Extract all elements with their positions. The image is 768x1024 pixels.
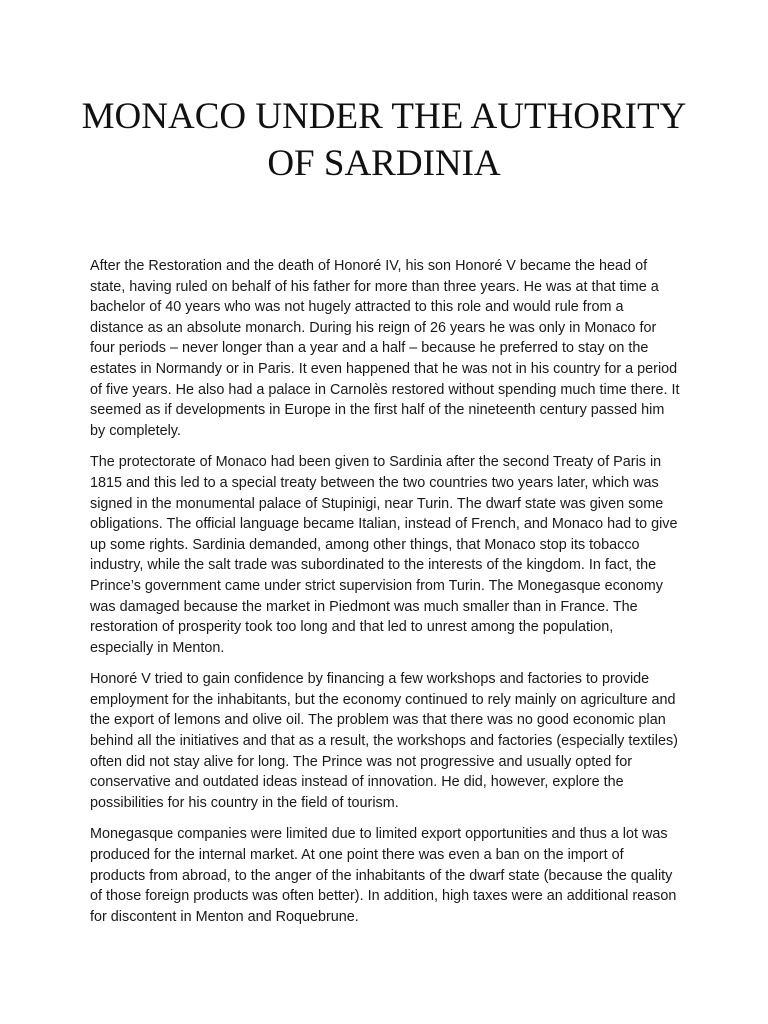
document-title: MONACO UNDER THE AUTHORITY OF SARDINIA <box>81 96 687 184</box>
paragraph-restoration: After the Restoration and the death of Honoré IV, his son Honoré V became the head of state, having ruled on behalf of his father for more than three years. He was at that time a bachelor of 40 years who was not hugely attracted to this role and would rule from a distance as an absolute monarch. During his reign of 26 years he was only in Monaco for four periods – never longer than a year and a half – because he preferred to stay on the estates in Normandy or in Paris. It even happened that he was not in his country for a period of five years. He also had a palace in Carnolès restored without spending much time there. It seemed as if developments in Europe in the first half of the nineteenth century passed him by completely. <box>90 258 680 439</box>
paragraph-economy: Honoré V tried to gain confidence by financing a few workshops and factories to provide employment for the inhabitants, but the economy continued to rely mainly on agriculture and the export of lemons and olive oil. The problem was that there was no good economic plan behind all the initiatives and that as a result, the workshops and factories (especially textiles) often did not stay alive for long. The Prince was not progressive and usually opted for conservative and outdated ideas instead of innovation. He did, however, explore the possibilities for his country in the field of tourism. <box>90 671 678 811</box>
paragraph-protectorate: The protectorate of Monaco had been given to Sardinia after the second Treaty of Paris in 1815 and this led to a special treaty between the two countries two years later, which was signed in the monumental palace of Stupinigi, near Turin. The dwarf state was given some obligations. The official language became Italian, instead of French, and Monaco had to give up some rights. Sardinia demanded, among other things, that Monaco stop its tobacco industry, while the salt trade was subordinated to the interests of the kingdom. In fact, the Prince’s government came under strict supervision from Turin. The Monegasque economy was damaged because the market in Piedmont was much smaller than in France. The restoration of prosperity took too long and that led to unrest among the population, especially in Menton. <box>90 454 678 656</box>
paragraph-companies: Monegasque companies were limited due to limited export opportunities and thus a lot was produced for the internal market. At one point there was even a ban on the import of products from abroad, to the anger of the inhabitants of the dwarf state (because the quality of those foreign products was often better). In addition, high taxes were an additional reason for discontent in Menton and Roquebrune. <box>90 826 677 925</box>
document-body <box>90 256 680 938</box>
